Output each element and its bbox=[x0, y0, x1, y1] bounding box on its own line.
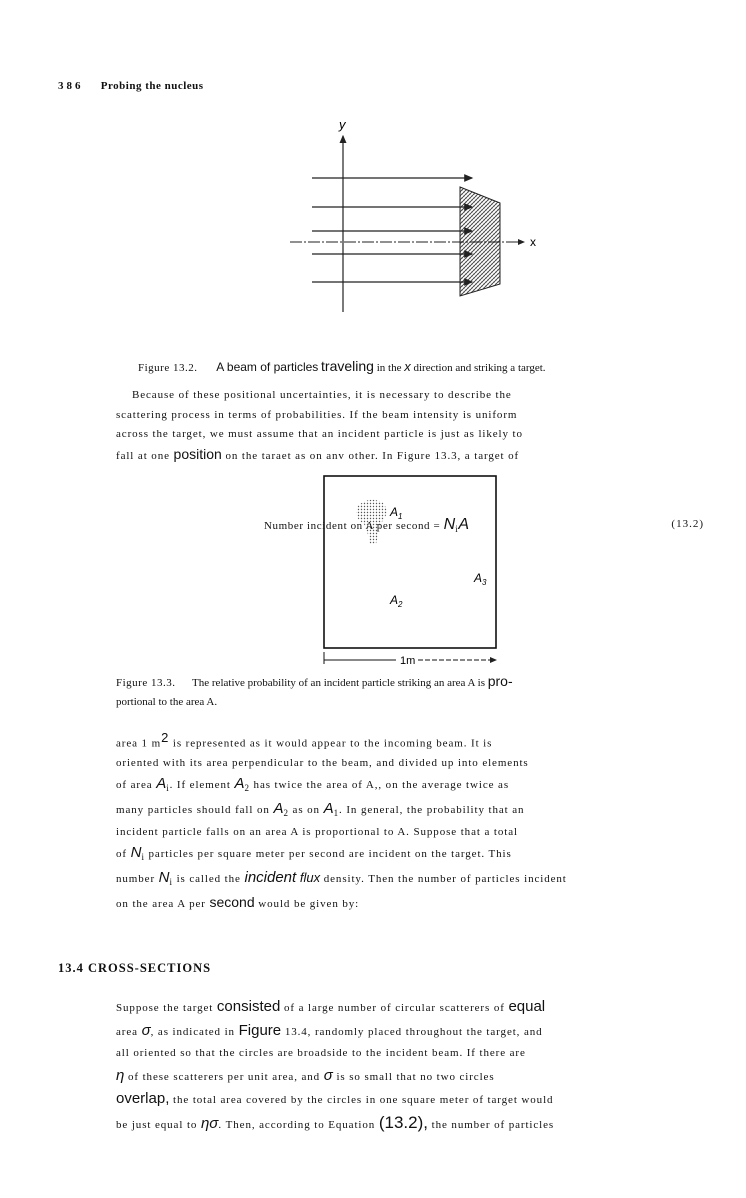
caption-label: Figure 13.2. bbox=[138, 362, 198, 374]
paragraph-1: Because of these positional uncertainties, it is necessary to describe the scattering process in terms of probabilities. If the beam intensity is uniform across the target, we must assume that an incident particle is just as likely to fall at one position on the taraet as on anv other. In Figure 13.3, a target of bbox=[116, 389, 523, 462]
y-axis-label: y bbox=[339, 117, 346, 132]
page-number: 386 bbox=[58, 80, 84, 92]
label-a1: $A_1$ bbox=[390, 505, 403, 521]
equation-number: (13.2) bbox=[671, 518, 704, 530]
figure-13-2-caption: Figure 13.2. A beam of particles traveling in the x direction and striking a target. bbox=[138, 358, 546, 374]
section-heading: 13.4 CROSS-SECTIONS bbox=[58, 961, 212, 975]
target-square bbox=[324, 476, 496, 648]
scale-label: 1m bbox=[400, 655, 416, 667]
figure-13-2 bbox=[280, 112, 550, 327]
equation-text: Number incident on A per second = bbox=[264, 520, 441, 532]
caption-label: Figure 13.3. bbox=[116, 677, 176, 689]
label-a3: $A_3$ bbox=[474, 571, 487, 587]
figure-13-3-caption: Figure 13.3. The relative probability of an incident particle striking an area A is pro- portional to the area A. bbox=[116, 673, 513, 708]
figure-13-3 bbox=[318, 472, 508, 668]
running-header bbox=[58, 80, 204, 92]
paragraph-3: Suppose the target consisted of a large number of circular scatterers of equal area σ, as indicated in Figure 13.4, randomly placed throughout the target, and all oriented so that the circles are broadside to the incident beam. If there are η of these scatterers per unit area, and σ is so small that no two circles overlap, the total area covered by the circles in one square meter of target would be just equal to ησ. Then, according to Equation (13.2), the number of particles bbox=[116, 998, 555, 1132]
label-a2: $A_2$ bbox=[390, 593, 403, 609]
running-title: Probing the nucleus bbox=[100, 80, 204, 92]
x-axis-label: x bbox=[530, 235, 536, 249]
paragraph-2: area 1 $m^2$ is represented as it would appear to the incoming beam. It is oriented with its area perpendicular to the beam, and divided up into elements of area $A_i$. If element $A_2$ has twice the area of A,, on the average twice as many particles should fall on $A_2$ as on $A_1$. In general, the probability that an incident particle falls on an area A is proportional to A. Suppose that a total of $N_i$ particles per square meter per second are incident on the target. This number $N_i$ is called the incident flux density. Then the number of particles incident on the area A per second would be given by: bbox=[116, 730, 567, 910]
